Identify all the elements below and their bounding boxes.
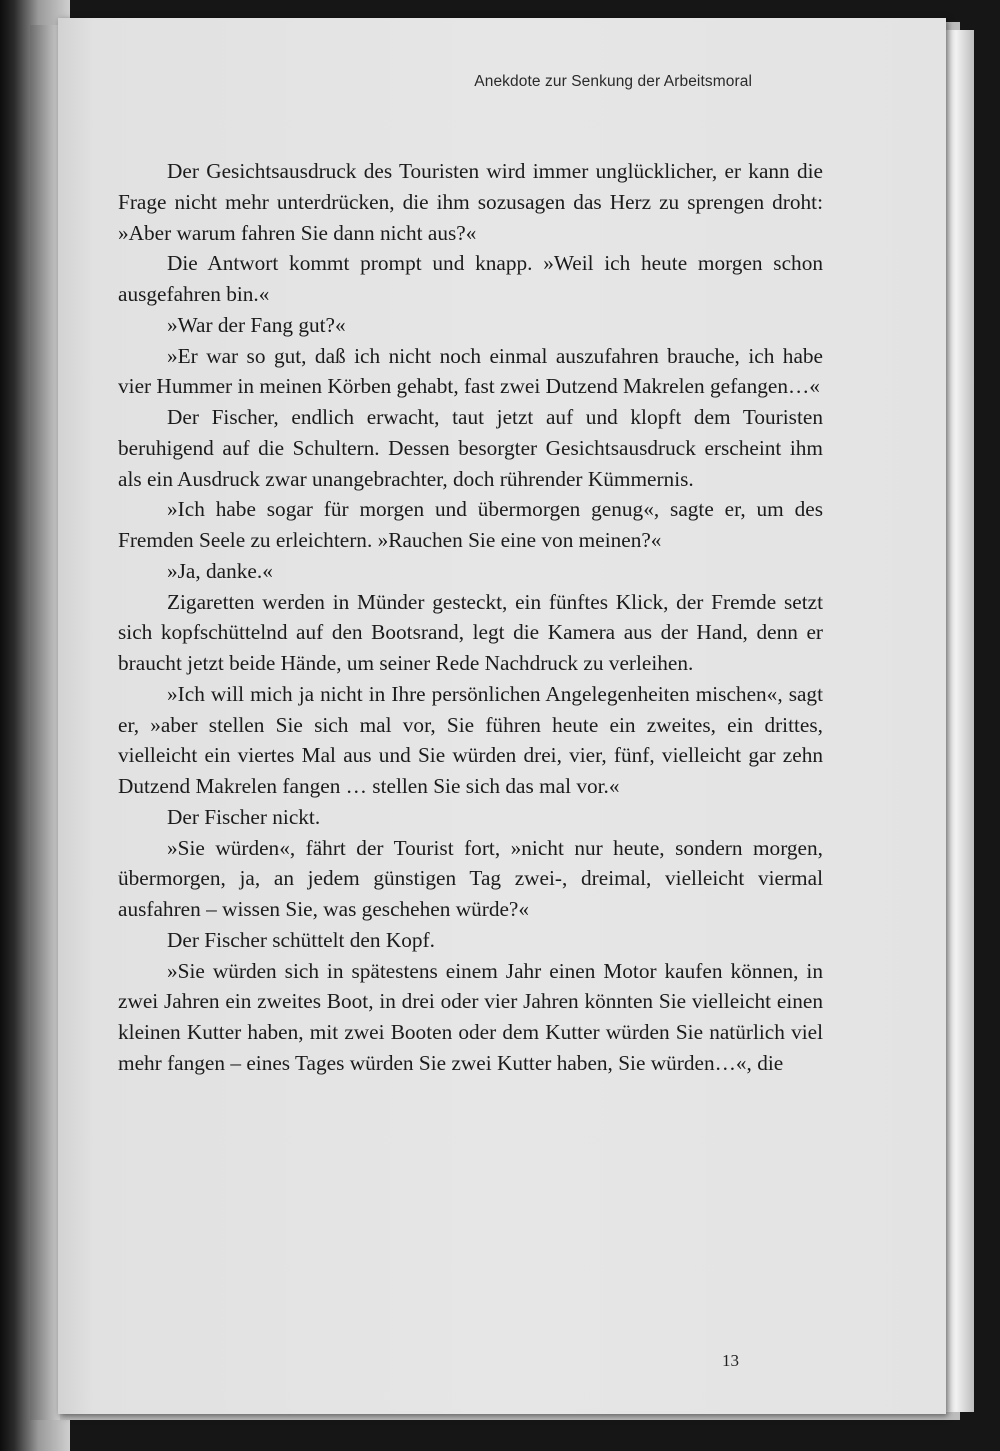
paragraph: »Ich will mich ja nicht in Ihre persönlichen Angelegenheiten mischen«, sagt er, »aber stellen Sie sich mal vor, Sie führen heute ein zweites, ein drittes, vielleicht ein viertes Mal aus und Sie würden drei, vier, fünf, vielleicht gar zehn Dutzend Makrelen fangen … stellen Sie sich das mal vor.«: [118, 681, 823, 798]
paragraph: Der Fischer schüttelt den Kopf.: [167, 927, 435, 952]
paragraph: »War der Fang gut?«: [167, 312, 346, 337]
paragraph: »Ich habe sogar für morgen und übermorgen genug«, sagte er, um des Fremden Seele zu erleichtern. »Rauchen Sie eine von meinen?«: [118, 497, 823, 552]
paragraph: »Sie würden sich in spätestens einem Jahr einen Motor kaufen können, in zwei Jahren ein zweites Boot, in drei oder vier Jahren könnten Sie vielleicht einen kleinen Kutter haben, mit zwei Booten oder dem Kutter würden Sie natürlich viel mehr fangen – eines Tages würden Sie zwei Kutter haben, Sie würden…«, die: [118, 958, 823, 1075]
paragraph: »Er war so gut, daß ich nicht noch einmal auszufahren brauche, ich habe vier Hummer in meinen Körben gehabt, fast zwei Dutzend Makrelen gefangen…«: [118, 343, 823, 399]
paragraph: Der Gesichtsausdruck des Touristen wird immer unglücklicher, er kann die Frage nicht mehr unterdrücken, die ihm sozusagen das Herz zu sprengen droht: »Aber warum fahren Sie dann nicht aus?«: [118, 159, 823, 245]
page-number: 13: [722, 1351, 739, 1370]
paragraph: Der Fischer nickt.: [167, 804, 321, 829]
running-head: Anekdote zur Senkung der Arbeitsmoral: [474, 73, 752, 90]
paragraph: Der Fischer, endlich erwacht, taut jetzt auf und klopft dem Touristen beruhigend auf die Schultern. Dessen besorgter Gesichtsausdruck erscheint ihm als ein Ausdruck zwar unangebrachter, doch rührender Kümmernis.: [118, 405, 823, 491]
paragraph: »Sie würden«, fährt der Tourist fort, »nicht nur heute, sondern morgen, übermorgen, ja, an jedem günstigen Tag zwei-, dreimal, vielleicht viermal ausfahren – wissen Sie, was geschehen würde?«: [118, 835, 823, 921]
paragraph: »Ja, danke.«: [167, 558, 273, 583]
page-edge-right: [944, 30, 974, 1412]
body-text: [118, 156, 823, 1079]
paragraph: Die Antwort kommt prompt und knapp. »Weil ich heute morgen schon ausgefahren bin.«: [118, 251, 823, 306]
paragraph: Zigaretten werden in Münder gesteckt, ein fünftes Klick, der Fremde setzt sich kopfschüttelnd auf den Bootsrand, legt die Kamera aus der Hand, denn er braucht jetzt beide Hände, um seiner Rede Nachdruck zu verleihen.: [118, 589, 823, 675]
